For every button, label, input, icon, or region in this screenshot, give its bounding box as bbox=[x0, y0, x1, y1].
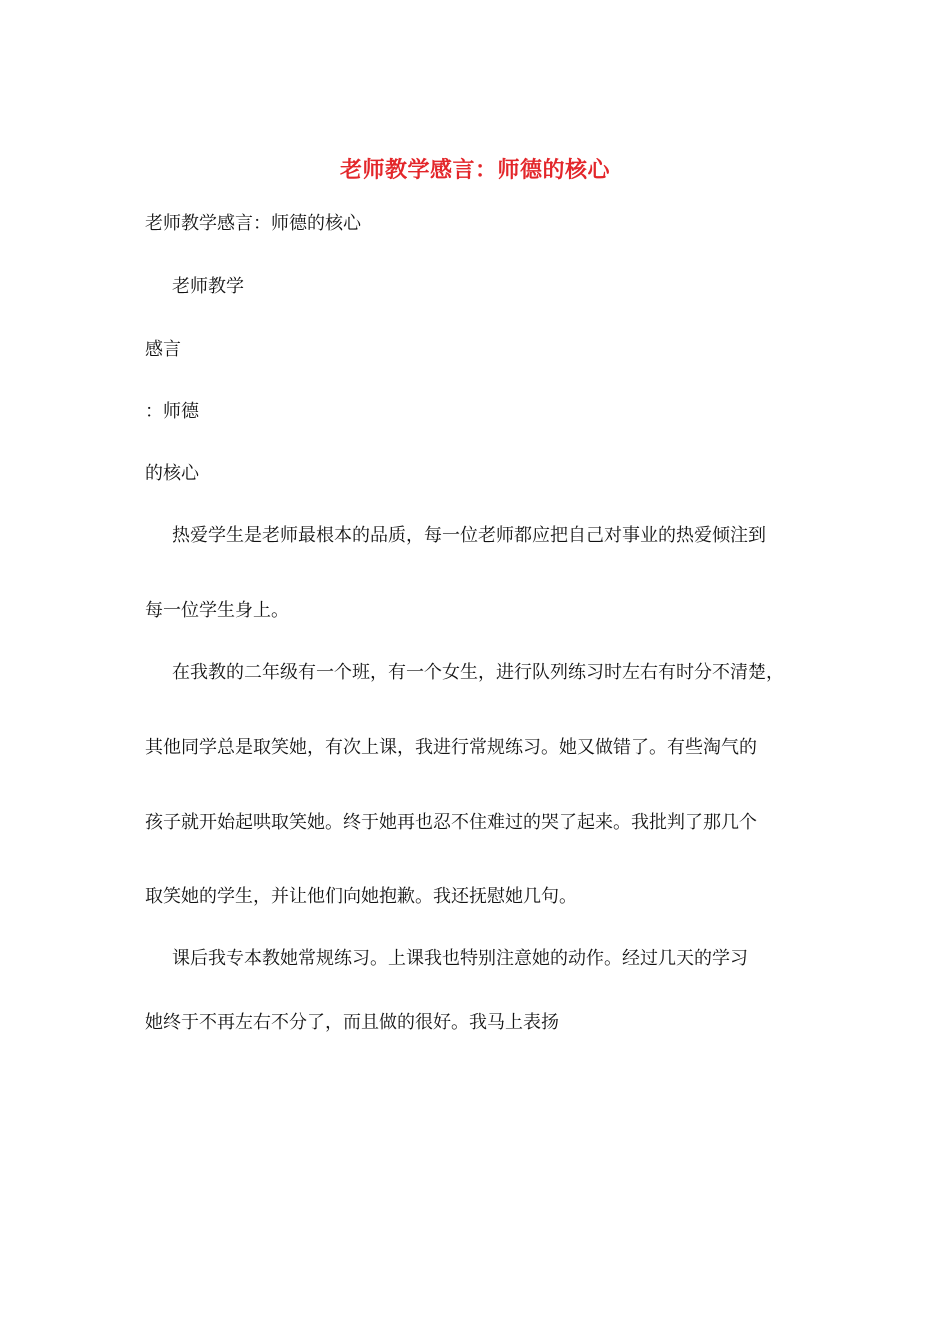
paragraph-line: 在我教的二年级有一个班，有一个女生，进行队列练习时左右有时分不清楚， bbox=[172, 662, 784, 683]
paragraph-line: 其他同学总是取笑她，有次上课，我进行常规练习。她又做错了。有些淘气的 bbox=[145, 737, 757, 758]
paragraph-line: 孩子就开始起哄取笑她。终于她再也忍不住难过的哭了起来。我批判了那几个 bbox=[145, 812, 757, 833]
text-line: 老师教学 bbox=[172, 276, 244, 297]
text-line: ：师德 bbox=[145, 401, 199, 422]
paragraph-line: 取笑她的学生，并让他们向她抱歉。我还抚慰她几句。 bbox=[145, 886, 577, 907]
text-line: 的核心 bbox=[145, 463, 199, 484]
text-line: 感言 bbox=[145, 339, 181, 360]
paragraph-line: 热爱学生是老师最根本的品质，每一位老师都应把自己对事业的热爱倾注到 bbox=[172, 525, 766, 546]
paragraph-line: 她终于不再左右不分了，而且做的很好。我马上表扬 bbox=[145, 1012, 559, 1033]
subtitle-line: 老师教学感言：师德的核心 bbox=[145, 213, 361, 234]
paragraph-line: 每一位学生身上。 bbox=[145, 600, 289, 621]
paragraph-line: 课后我专本教她常规练习。上课我也特别注意她的动作。经过几天的学习 bbox=[172, 948, 748, 969]
document-title: 老师教学感言：师德的核心 bbox=[339, 157, 610, 183]
